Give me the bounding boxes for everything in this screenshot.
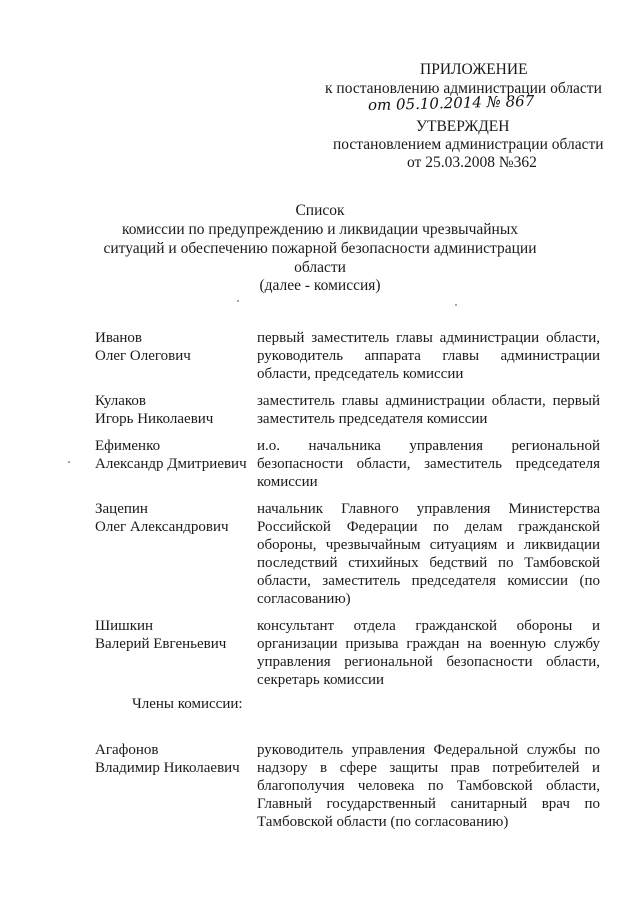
position-line: управления региональной безопасности области, <box>257 654 600 670</box>
member-name <box>95 392 255 428</box>
member-position <box>257 617 600 689</box>
approved-heading: УТВЕРЖДЕН <box>416 118 510 135</box>
member-given-names: Александр Дмитриевич <box>95 456 247 472</box>
member-name <box>95 617 255 653</box>
member-surname: Ефименко <box>95 438 161 454</box>
member-position <box>257 500 600 608</box>
position-line: безопасности области, заместитель председателя <box>257 456 600 472</box>
position-line: руководитель управления Федеральной службы по <box>257 742 600 758</box>
position-line: области, председатель комиссии <box>257 366 464 382</box>
list-title-line-2: комиссии по предупреждению и ликвидации чрезвычайных <box>121 221 518 238</box>
member-name <box>95 329 255 365</box>
member-name <box>95 741 255 777</box>
position-line: организации призыва граждан на военную службу <box>257 636 600 652</box>
position-line: надзору в сфере защиты прав потребителей и <box>257 760 600 776</box>
member-surname: Зацепин <box>95 501 148 517</box>
position-line: заместитель председателя комиссии <box>257 411 488 427</box>
position-line: консультант отдела гражданской обороны и <box>257 618 600 634</box>
appendix-heading: ПРИЛОЖЕНИЕ <box>420 61 528 78</box>
member-position <box>257 437 600 491</box>
position-line: последствий стихийных бедствий по Тамбовской <box>257 555 600 571</box>
member-surname: Иванов <box>95 330 142 346</box>
member-given-names: Владимир Николаевич <box>95 760 240 776</box>
list-title-line-5: (далее - комиссия) <box>259 277 381 294</box>
position-line: согласованию) <box>257 591 351 607</box>
member-name <box>95 437 255 473</box>
approved-date-text: от 25.03.2008 №362 <box>407 154 537 171</box>
list-title-line-3: ситуаций и обеспечению пожарной безопасности администрации <box>103 240 537 257</box>
member-given-names: Игорь Николаевич <box>95 411 214 427</box>
position-line: заместитель главы администрации области, первый <box>257 393 600 409</box>
appendix-subheading: к постановлению администрации области <box>325 80 602 97</box>
position-line: обороны, чрезвычайным ситуациям и ликвидации <box>257 537 600 553</box>
position-line: Тамбовской области (по согласованию) <box>257 814 509 830</box>
list-title-line-4: области <box>294 259 346 276</box>
position-line: первый заместитель главы администрации области, <box>257 330 600 346</box>
member-given-names: Олег Олегович <box>95 348 191 364</box>
scan-speck <box>455 304 457 306</box>
position-line: Главный государственный санитарный врач по <box>257 796 600 812</box>
list-title: Список <box>295 202 345 219</box>
members-section-label: Члены комиссии: <box>132 696 243 712</box>
position-line: секретарь комиссии <box>257 672 385 688</box>
handwritten-date-number: от 05.10.2014 № 867 <box>367 91 535 115</box>
member-position <box>257 392 600 428</box>
scan-speck <box>237 300 239 302</box>
position-line: руководитель аппарата главы администрации <box>257 348 600 364</box>
position-line: области, заместитель председателя комиссии (по <box>257 573 600 589</box>
member-position <box>257 329 600 383</box>
member-name <box>95 500 255 536</box>
member-surname: Кулаков <box>95 393 146 409</box>
position-line: комиссии <box>257 474 318 490</box>
member-surname: Агафонов <box>95 742 159 758</box>
scan-speck <box>68 461 70 463</box>
position-line: Российской Федерации по делам гражданской <box>257 519 600 535</box>
position-line: и.о. начальника управления региональной <box>257 438 600 454</box>
position-line: благополучия человека по Тамбовской области, <box>257 778 600 794</box>
member-given-names: Олег Александрович <box>95 519 229 535</box>
member-surname: Шишкин <box>95 618 154 634</box>
member-given-names: Валерий Евгеньевич <box>95 636 227 652</box>
member-position <box>257 741 600 831</box>
position-line: начальник Главного управления Министерства <box>257 501 600 517</box>
approved-by-text: постановлением администрации области <box>333 136 604 153</box>
